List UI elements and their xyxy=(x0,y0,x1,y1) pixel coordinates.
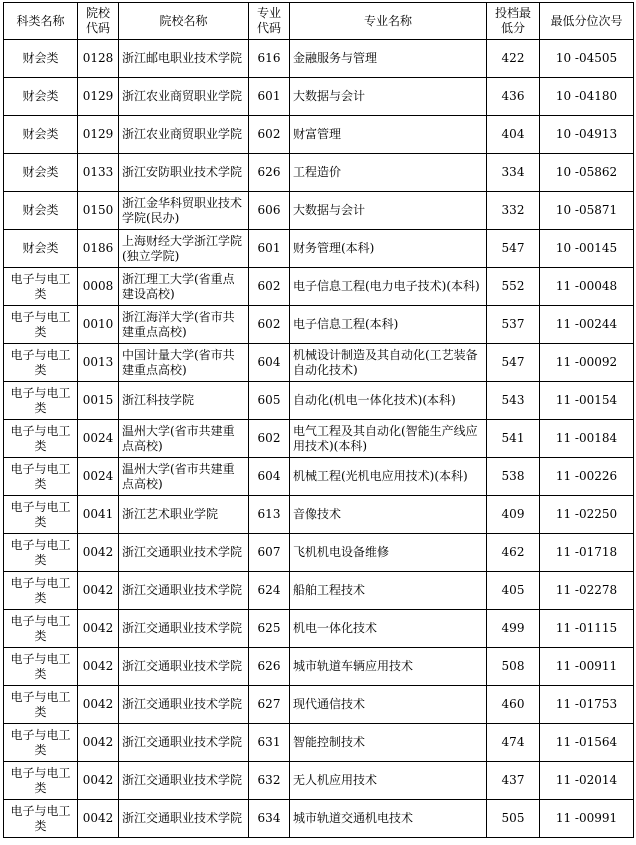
school-name-cell: 浙江科技学院 xyxy=(119,382,249,420)
major-code-cell: 631 xyxy=(249,724,290,762)
min-score-cell: 499 xyxy=(487,610,540,648)
min-score-cell: 409 xyxy=(487,496,540,534)
category-cell: 电子与电工类 xyxy=(4,382,78,420)
category-cell: 电子与电工类 xyxy=(4,496,78,534)
header-category: 科类名称 xyxy=(4,3,78,40)
min-score-cell: 508 xyxy=(487,648,540,686)
major-name-cell: 电气工程及其自动化(智能生产线应用技术)(本科) xyxy=(290,420,487,458)
major-code-cell: 601 xyxy=(249,230,290,268)
table-row xyxy=(4,724,634,762)
school-name-cell: 浙江农业商贸职业学院 xyxy=(119,78,249,116)
category-cell: 电子与电工类 xyxy=(4,572,78,610)
table-row xyxy=(4,534,634,572)
school-code-cell: 0133 xyxy=(78,154,119,192)
min-rank-cell: 11 -00184 xyxy=(540,420,634,458)
min-score-cell: 505 xyxy=(487,800,540,838)
major-name-cell: 金融服务与管理 xyxy=(290,40,487,78)
min-score-cell: 460 xyxy=(487,686,540,724)
min-rank-cell: 11 -00911 xyxy=(540,648,634,686)
major-code-cell: 627 xyxy=(249,686,290,724)
major-code-cell: 602 xyxy=(249,116,290,154)
header-min-score: 投档最低分 xyxy=(487,3,540,40)
category-cell: 电子与电工类 xyxy=(4,724,78,762)
min-score-cell: 537 xyxy=(487,306,540,344)
major-code-cell: 607 xyxy=(249,534,290,572)
min-rank-cell: 11 -02014 xyxy=(540,762,634,800)
school-name-cell: 温州大学(省市共建重点高校) xyxy=(119,458,249,496)
min-score-cell: 543 xyxy=(487,382,540,420)
min-rank-cell: 11 -02278 xyxy=(540,572,634,610)
school-name-cell: 浙江交通职业技术学院 xyxy=(119,572,249,610)
min-score-cell: 474 xyxy=(487,724,540,762)
major-code-cell: 634 xyxy=(249,800,290,838)
major-name-cell: 城市轨道交通机电技术 xyxy=(290,800,487,838)
admission-table xyxy=(3,2,634,838)
category-cell: 电子与电工类 xyxy=(4,458,78,496)
category-cell: 财会类 xyxy=(4,40,78,78)
major-name-cell: 自动化(机电一体化技术)(本科) xyxy=(290,382,487,420)
table-row xyxy=(4,686,634,724)
min-rank-cell: 10 -05862 xyxy=(540,154,634,192)
table-row xyxy=(4,40,634,78)
min-rank-cell: 10 -04913 xyxy=(540,116,634,154)
major-name-cell: 电子信息工程(本科) xyxy=(290,306,487,344)
min-rank-cell: 11 -01115 xyxy=(540,610,634,648)
min-score-cell: 332 xyxy=(487,192,540,230)
table-row xyxy=(4,192,634,230)
min-score-cell: 538 xyxy=(487,458,540,496)
category-cell: 电子与电工类 xyxy=(4,686,78,724)
major-name-cell: 机电一体化技术 xyxy=(290,610,487,648)
category-cell: 电子与电工类 xyxy=(4,610,78,648)
school-code-cell: 0042 xyxy=(78,800,119,838)
table-row xyxy=(4,572,634,610)
school-name-cell: 浙江金华科贸职业技术学院(民办) xyxy=(119,192,249,230)
major-code-cell: 604 xyxy=(249,344,290,382)
school-code-cell: 0010 xyxy=(78,306,119,344)
school-code-cell: 0024 xyxy=(78,420,119,458)
category-cell: 电子与电工类 xyxy=(4,420,78,458)
category-cell: 财会类 xyxy=(4,116,78,154)
category-cell: 电子与电工类 xyxy=(4,344,78,382)
school-name-cell: 浙江交通职业技术学院 xyxy=(119,800,249,838)
major-name-cell: 音像技术 xyxy=(290,496,487,534)
school-code-cell: 0041 xyxy=(78,496,119,534)
school-code-cell: 0008 xyxy=(78,268,119,306)
header-min-rank: 最低分位次号 xyxy=(540,3,634,40)
category-cell: 电子与电工类 xyxy=(4,268,78,306)
min-rank-cell: 11 -00991 xyxy=(540,800,634,838)
major-name-cell: 财务管理(本科) xyxy=(290,230,487,268)
table-row xyxy=(4,230,634,268)
table-row xyxy=(4,420,634,458)
school-name-cell: 温州大学(省市共建重点高校) xyxy=(119,420,249,458)
major-code-cell: 605 xyxy=(249,382,290,420)
min-score-cell: 405 xyxy=(487,572,540,610)
min-rank-cell: 11 -00048 xyxy=(540,268,634,306)
major-code-cell: 601 xyxy=(249,78,290,116)
school-name-cell: 浙江交通职业技术学院 xyxy=(119,610,249,648)
school-code-cell: 0042 xyxy=(78,534,119,572)
school-code-cell: 0042 xyxy=(78,762,119,800)
major-code-cell: 602 xyxy=(249,268,290,306)
major-name-cell: 城市轨道车辆应用技术 xyxy=(290,648,487,686)
table-row xyxy=(4,648,634,686)
school-name-cell: 上海财经大学浙江学院(独立学院) xyxy=(119,230,249,268)
major-code-cell: 602 xyxy=(249,420,290,458)
school-code-cell: 0129 xyxy=(78,116,119,154)
major-name-cell: 机械设计制造及其自动化(工艺装备自动化技术) xyxy=(290,344,487,382)
table-row xyxy=(4,610,634,648)
school-code-cell: 0150 xyxy=(78,192,119,230)
major-name-cell: 大数据与会计 xyxy=(290,192,487,230)
school-name-cell: 浙江交通职业技术学院 xyxy=(119,724,249,762)
min-rank-cell: 11 -01753 xyxy=(540,686,634,724)
min-rank-cell: 11 -00092 xyxy=(540,344,634,382)
min-rank-cell: 10 -00145 xyxy=(540,230,634,268)
table-row xyxy=(4,344,634,382)
table-row xyxy=(4,762,634,800)
category-cell: 财会类 xyxy=(4,154,78,192)
table-row xyxy=(4,116,634,154)
min-rank-cell: 11 -00226 xyxy=(540,458,634,496)
school-code-cell: 0186 xyxy=(78,230,119,268)
major-name-cell: 机械工程(光机电应用技术)(本科) xyxy=(290,458,487,496)
major-name-cell: 工程造价 xyxy=(290,154,487,192)
category-cell: 电子与电工类 xyxy=(4,800,78,838)
min-score-cell: 547 xyxy=(487,230,540,268)
major-code-cell: 626 xyxy=(249,648,290,686)
header-major-code: 专业代码 xyxy=(249,3,290,40)
table-row xyxy=(4,306,634,344)
major-name-cell: 电子信息工程(电力电子技术)(本科) xyxy=(290,268,487,306)
min-rank-cell: 10 -04180 xyxy=(540,78,634,116)
school-name-cell: 浙江交通职业技术学院 xyxy=(119,686,249,724)
major-name-cell: 现代通信技术 xyxy=(290,686,487,724)
major-name-cell: 无人机应用技术 xyxy=(290,762,487,800)
min-score-cell: 541 xyxy=(487,420,540,458)
school-name-cell: 中国计量大学(省市共建重点高校) xyxy=(119,344,249,382)
min-score-cell: 462 xyxy=(487,534,540,572)
school-name-cell: 浙江安防职业技术学院 xyxy=(119,154,249,192)
major-code-cell: 602 xyxy=(249,306,290,344)
min-rank-cell: 10 -04505 xyxy=(540,40,634,78)
major-code-cell: 606 xyxy=(249,192,290,230)
header-row xyxy=(4,3,634,40)
major-code-cell: 632 xyxy=(249,762,290,800)
category-cell: 电子与电工类 xyxy=(4,648,78,686)
major-name-cell: 智能控制技术 xyxy=(290,724,487,762)
school-name-cell: 浙江农业商贸职业学院 xyxy=(119,116,249,154)
school-code-cell: 0024 xyxy=(78,458,119,496)
major-code-cell: 604 xyxy=(249,458,290,496)
major-name-cell: 船舶工程技术 xyxy=(290,572,487,610)
school-code-cell: 0015 xyxy=(78,382,119,420)
min-rank-cell: 11 -01718 xyxy=(540,534,634,572)
min-score-cell: 334 xyxy=(487,154,540,192)
major-code-cell: 626 xyxy=(249,154,290,192)
school-name-cell: 浙江交通职业技术学院 xyxy=(119,648,249,686)
school-code-cell: 0042 xyxy=(78,686,119,724)
major-code-cell: 625 xyxy=(249,610,290,648)
school-name-cell: 浙江交通职业技术学院 xyxy=(119,534,249,572)
school-name-cell: 浙江邮电职业技术学院 xyxy=(119,40,249,78)
table-row xyxy=(4,382,634,420)
school-code-cell: 0042 xyxy=(78,648,119,686)
min-score-cell: 422 xyxy=(487,40,540,78)
school-name-cell: 浙江艺术职业学院 xyxy=(119,496,249,534)
min-score-cell: 437 xyxy=(487,762,540,800)
min-score-cell: 436 xyxy=(487,78,540,116)
header-school-name: 院校名称 xyxy=(119,3,249,40)
table-row xyxy=(4,800,634,838)
school-code-cell: 0013 xyxy=(78,344,119,382)
min-rank-cell: 11 -02250 xyxy=(540,496,634,534)
major-code-cell: 613 xyxy=(249,496,290,534)
table-row xyxy=(4,154,634,192)
table-row xyxy=(4,78,634,116)
school-code-cell: 0042 xyxy=(78,610,119,648)
major-name-cell: 飞机机电设备维修 xyxy=(290,534,487,572)
min-rank-cell: 11 -00244 xyxy=(540,306,634,344)
major-name-cell: 财富管理 xyxy=(290,116,487,154)
min-rank-cell: 10 -05871 xyxy=(540,192,634,230)
school-code-cell: 0042 xyxy=(78,724,119,762)
category-cell: 财会类 xyxy=(4,230,78,268)
header-major-name: 专业名称 xyxy=(290,3,487,40)
min-score-cell: 552 xyxy=(487,268,540,306)
category-cell: 财会类 xyxy=(4,192,78,230)
school-code-cell: 0129 xyxy=(78,78,119,116)
min-score-cell: 547 xyxy=(487,344,540,382)
min-score-cell: 404 xyxy=(487,116,540,154)
table-row xyxy=(4,496,634,534)
min-rank-cell: 11 -00154 xyxy=(540,382,634,420)
category-cell: 财会类 xyxy=(4,78,78,116)
category-cell: 电子与电工类 xyxy=(4,534,78,572)
major-code-cell: 624 xyxy=(249,572,290,610)
school-name-cell: 浙江海洋大学(省市共建重点高校) xyxy=(119,306,249,344)
table-body xyxy=(4,40,634,838)
category-cell: 电子与电工类 xyxy=(4,306,78,344)
table-row xyxy=(4,458,634,496)
school-code-cell: 0128 xyxy=(78,40,119,78)
school-name-cell: 浙江理工大学(省重点建设高校) xyxy=(119,268,249,306)
table-row xyxy=(4,268,634,306)
category-cell: 电子与电工类 xyxy=(4,762,78,800)
school-code-cell: 0042 xyxy=(78,572,119,610)
major-name-cell: 大数据与会计 xyxy=(290,78,487,116)
min-rank-cell: 11 -01564 xyxy=(540,724,634,762)
header-school-code: 院校代码 xyxy=(78,3,119,40)
school-name-cell: 浙江交通职业技术学院 xyxy=(119,762,249,800)
major-code-cell: 616 xyxy=(249,40,290,78)
